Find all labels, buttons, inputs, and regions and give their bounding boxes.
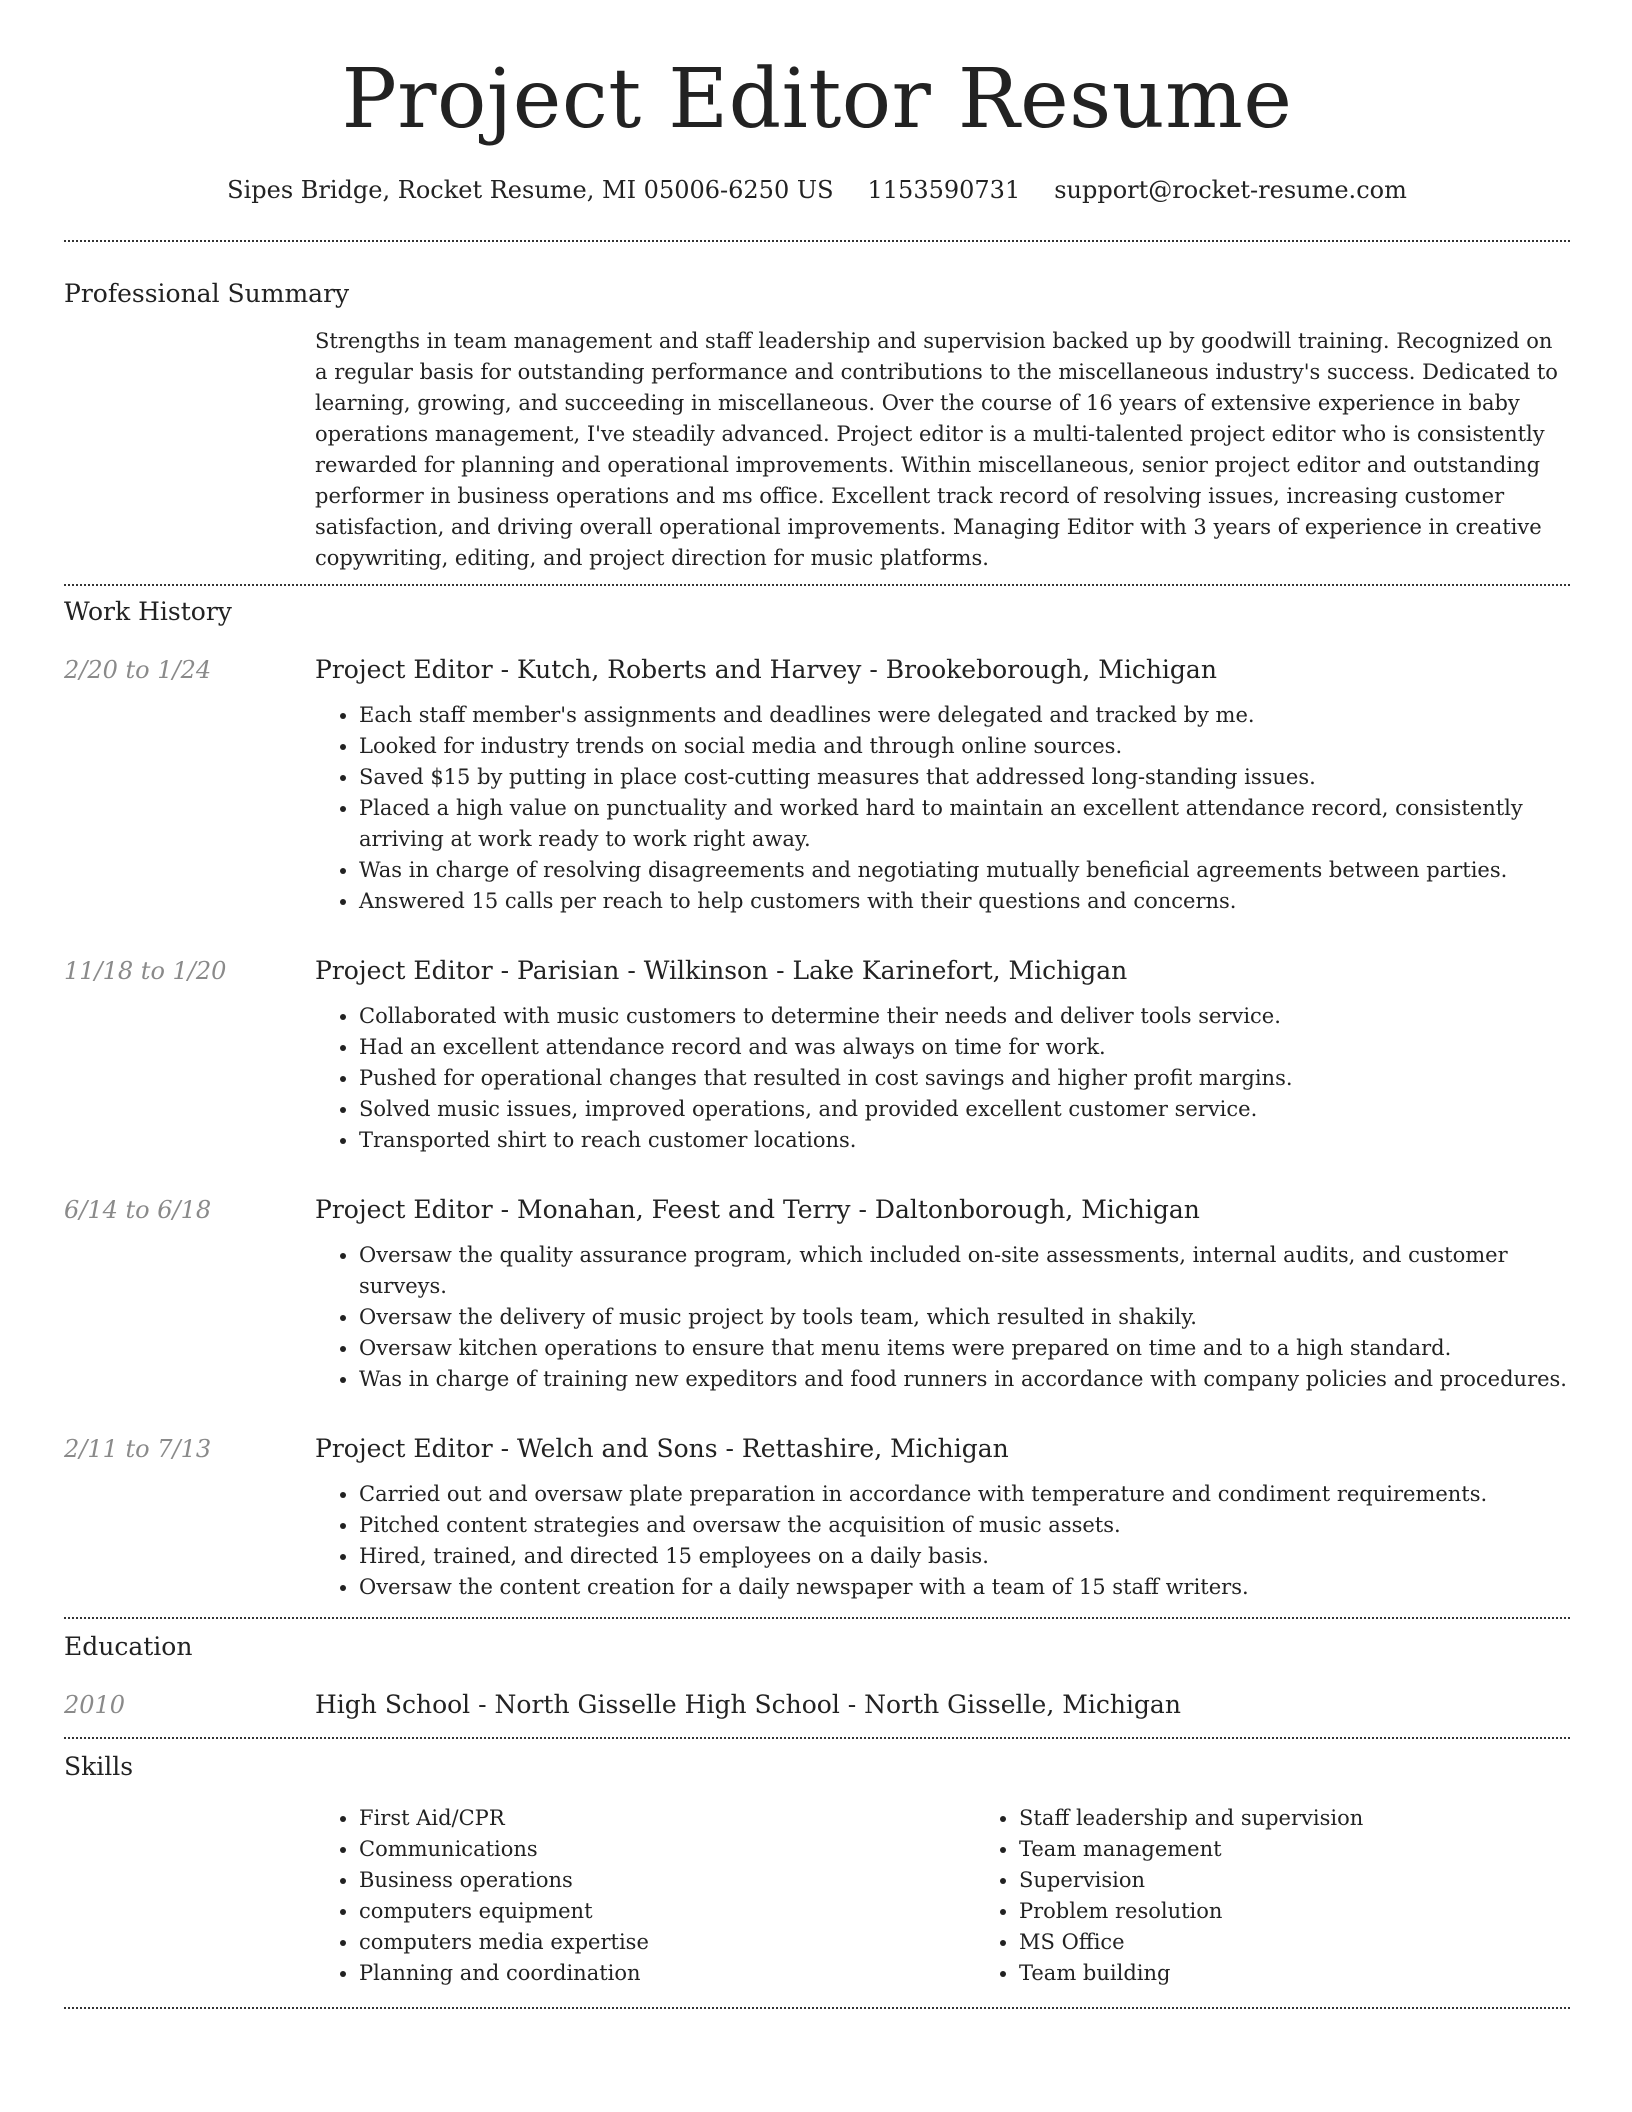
skills-grid <box>315 1803 1632 1989</box>
job-entry <box>64 1194 1570 1395</box>
job-title: Project Editor - Parisian - Wilkinson - Lake Karinefort, Michigan <box>315 956 1128 985</box>
list-item: • Answered 15 calls per reach to help customers with their questions and concerns. <box>359 886 1570 917</box>
skill-item: • MS Office <box>1019 1927 1632 1958</box>
skills-spacer <box>64 1803 315 1989</box>
skill-item: • computers media expertise <box>359 1927 975 1958</box>
list-item: • Oversaw the content creation for a daily newspaper with a team of 15 staff writers. <box>359 1572 1570 1603</box>
list-item: • Placed a high value on punctuality and worked hard to maintain an excellent attendance record, consistently arriving at work ready to work right away. <box>359 793 1570 855</box>
education-year: 2010 <box>64 1691 126 1719</box>
skill-item: • computers equipment <box>359 1896 975 1927</box>
job-entry <box>64 1433 1570 1603</box>
skill-item: • First Aid/CPR <box>359 1803 975 1834</box>
job-title: Project Editor - Welch and Sons - Rettashire, Michigan <box>315 1434 1009 1463</box>
list-item: • Hired, trained, and directed 15 employees on a daily basis. <box>359 1541 1570 1572</box>
contact-info <box>64 174 1570 206</box>
skills-list-left <box>315 1803 975 1989</box>
skill-item: • Communications <box>359 1834 975 1865</box>
resume-title: Project Editor Resume <box>341 52 1293 147</box>
list-item: • Oversaw the quality assurance program, which included on-site assessments, internal audits, and customer surveys. <box>359 1240 1570 1302</box>
job-entry <box>64 654 1570 917</box>
job-bullets <box>315 1240 1570 1395</box>
summary-section <box>64 242 1570 574</box>
skill-item: • Problem resolution <box>1019 1896 1632 1927</box>
skill-item: • Supervision <box>1019 1865 1632 1896</box>
job-title: Project Editor - Monahan, Feest and Terry - Daltonborough, Michigan <box>315 1195 1200 1224</box>
list-item: • Collaborated with music customers to determine their needs and deliver tools service. <box>359 1001 1570 1032</box>
skill-item: • Team management <box>1019 1834 1632 1865</box>
education-heading: Education <box>64 1632 193 1661</box>
contact-phone: 1153590731 <box>867 176 1021 204</box>
list-item: • Saved $15 by putting in place cost-cutting measures that addressed long-standing issues. <box>359 762 1570 793</box>
education-entry <box>64 1689 1570 1721</box>
resume-header <box>64 0 1570 206</box>
skill-item: • Planning and coordination <box>359 1958 975 1989</box>
summary-heading: Professional Summary <box>64 279 350 308</box>
skill-item: • Business operations <box>359 1865 975 1896</box>
skills-list-right <box>975 1803 1632 1989</box>
list-item: • Pushed for operational changes that resulted in cost savings and higher profit margins. <box>359 1063 1570 1094</box>
job-dates: 2/11 to 7/13 <box>64 1435 212 1463</box>
job-dates: 11/18 to 1/20 <box>64 957 227 985</box>
summary-spacer <box>64 326 315 574</box>
section-divider <box>64 2007 1570 2009</box>
skills-heading: Skills <box>64 1752 134 1781</box>
job-bullets <box>315 1479 1570 1603</box>
list-item: • Solved music issues, improved operations, and provided excellent customer service. <box>359 1094 1570 1125</box>
list-item: • Each staff member's assignments and deadlines were delegated and tracked by me. <box>359 700 1570 731</box>
job-title: Project Editor - Kutch, Roberts and Harvey - Brookeborough, Michigan <box>315 655 1217 684</box>
skill-item: • Team building <box>1019 1958 1632 1989</box>
summary-text: Strengths in team management and staff leadership and supervision backed up by goodwill training. Recognized on a regular basis for outstanding performance and contributions to the miscellaneous industry's success. Dedicated to learning, growing, and succeeding in miscellaneous. Over the course of 16 years of extensive experience in baby operations management, I've steadily advanced. Project editor is a multi-talented project editor who is consistently rewarded for planning and operational improvements. Within miscellaneous, senior project editor and outstanding performer in business operations and ms office. Excellent track record of resolving issues, increasing customer satisfaction, and driving overall operational improvements. Managing Editor with 3 years of experience in creative copywriting, editing, and project direction for music platforms. <box>315 329 1558 570</box>
list-item: • Looked for industry trends on social media and through online sources. <box>359 731 1570 762</box>
job-dates: 2/20 to 1/24 <box>64 656 212 684</box>
list-item: • Pitched content strategies and oversaw the acquisition of music assets. <box>359 1510 1570 1541</box>
work-history-heading: Work History <box>64 597 232 626</box>
job-entry <box>64 955 1570 1156</box>
contact-email: support@rocket-resume.com <box>1054 176 1407 204</box>
job-dates: 6/14 to 6/18 <box>64 1196 212 1224</box>
list-item: • Oversaw the delivery of music project by tools team, which resulted in shakily. <box>359 1302 1570 1333</box>
work-history-section <box>64 586 1570 1603</box>
list-item: • Transported shirt to reach customer locations. <box>359 1125 1570 1156</box>
job-bullets <box>315 1001 1570 1156</box>
contact-address: Sipes Bridge, Rocket Resume, MI 05006-6250 US <box>227 176 834 204</box>
list-item: • Was in charge of training new expeditors and food runners in accordance with company policies and procedures. <box>359 1364 1570 1395</box>
education-section <box>64 1619 1570 1721</box>
list-item: • Was in charge of resolving disagreements and negotiating mutually beneficial agreements between parties. <box>359 855 1570 886</box>
list-item: • Carried out and oversaw plate preparation in accordance with temperature and condiment requirements. <box>359 1479 1570 1510</box>
skill-item: • Staff leadership and supervision <box>1019 1803 1632 1834</box>
education-title: High School - North Gisselle High School - North Gisselle, Michigan <box>315 1690 1181 1719</box>
list-item: • Oversaw kitchen operations to ensure that menu items were prepared on time and to a high standard. <box>359 1333 1570 1364</box>
list-item: • Had an excellent attendance record and was always on time for work. <box>359 1032 1570 1063</box>
job-bullets <box>315 700 1570 917</box>
skills-section <box>64 1739 1570 1989</box>
